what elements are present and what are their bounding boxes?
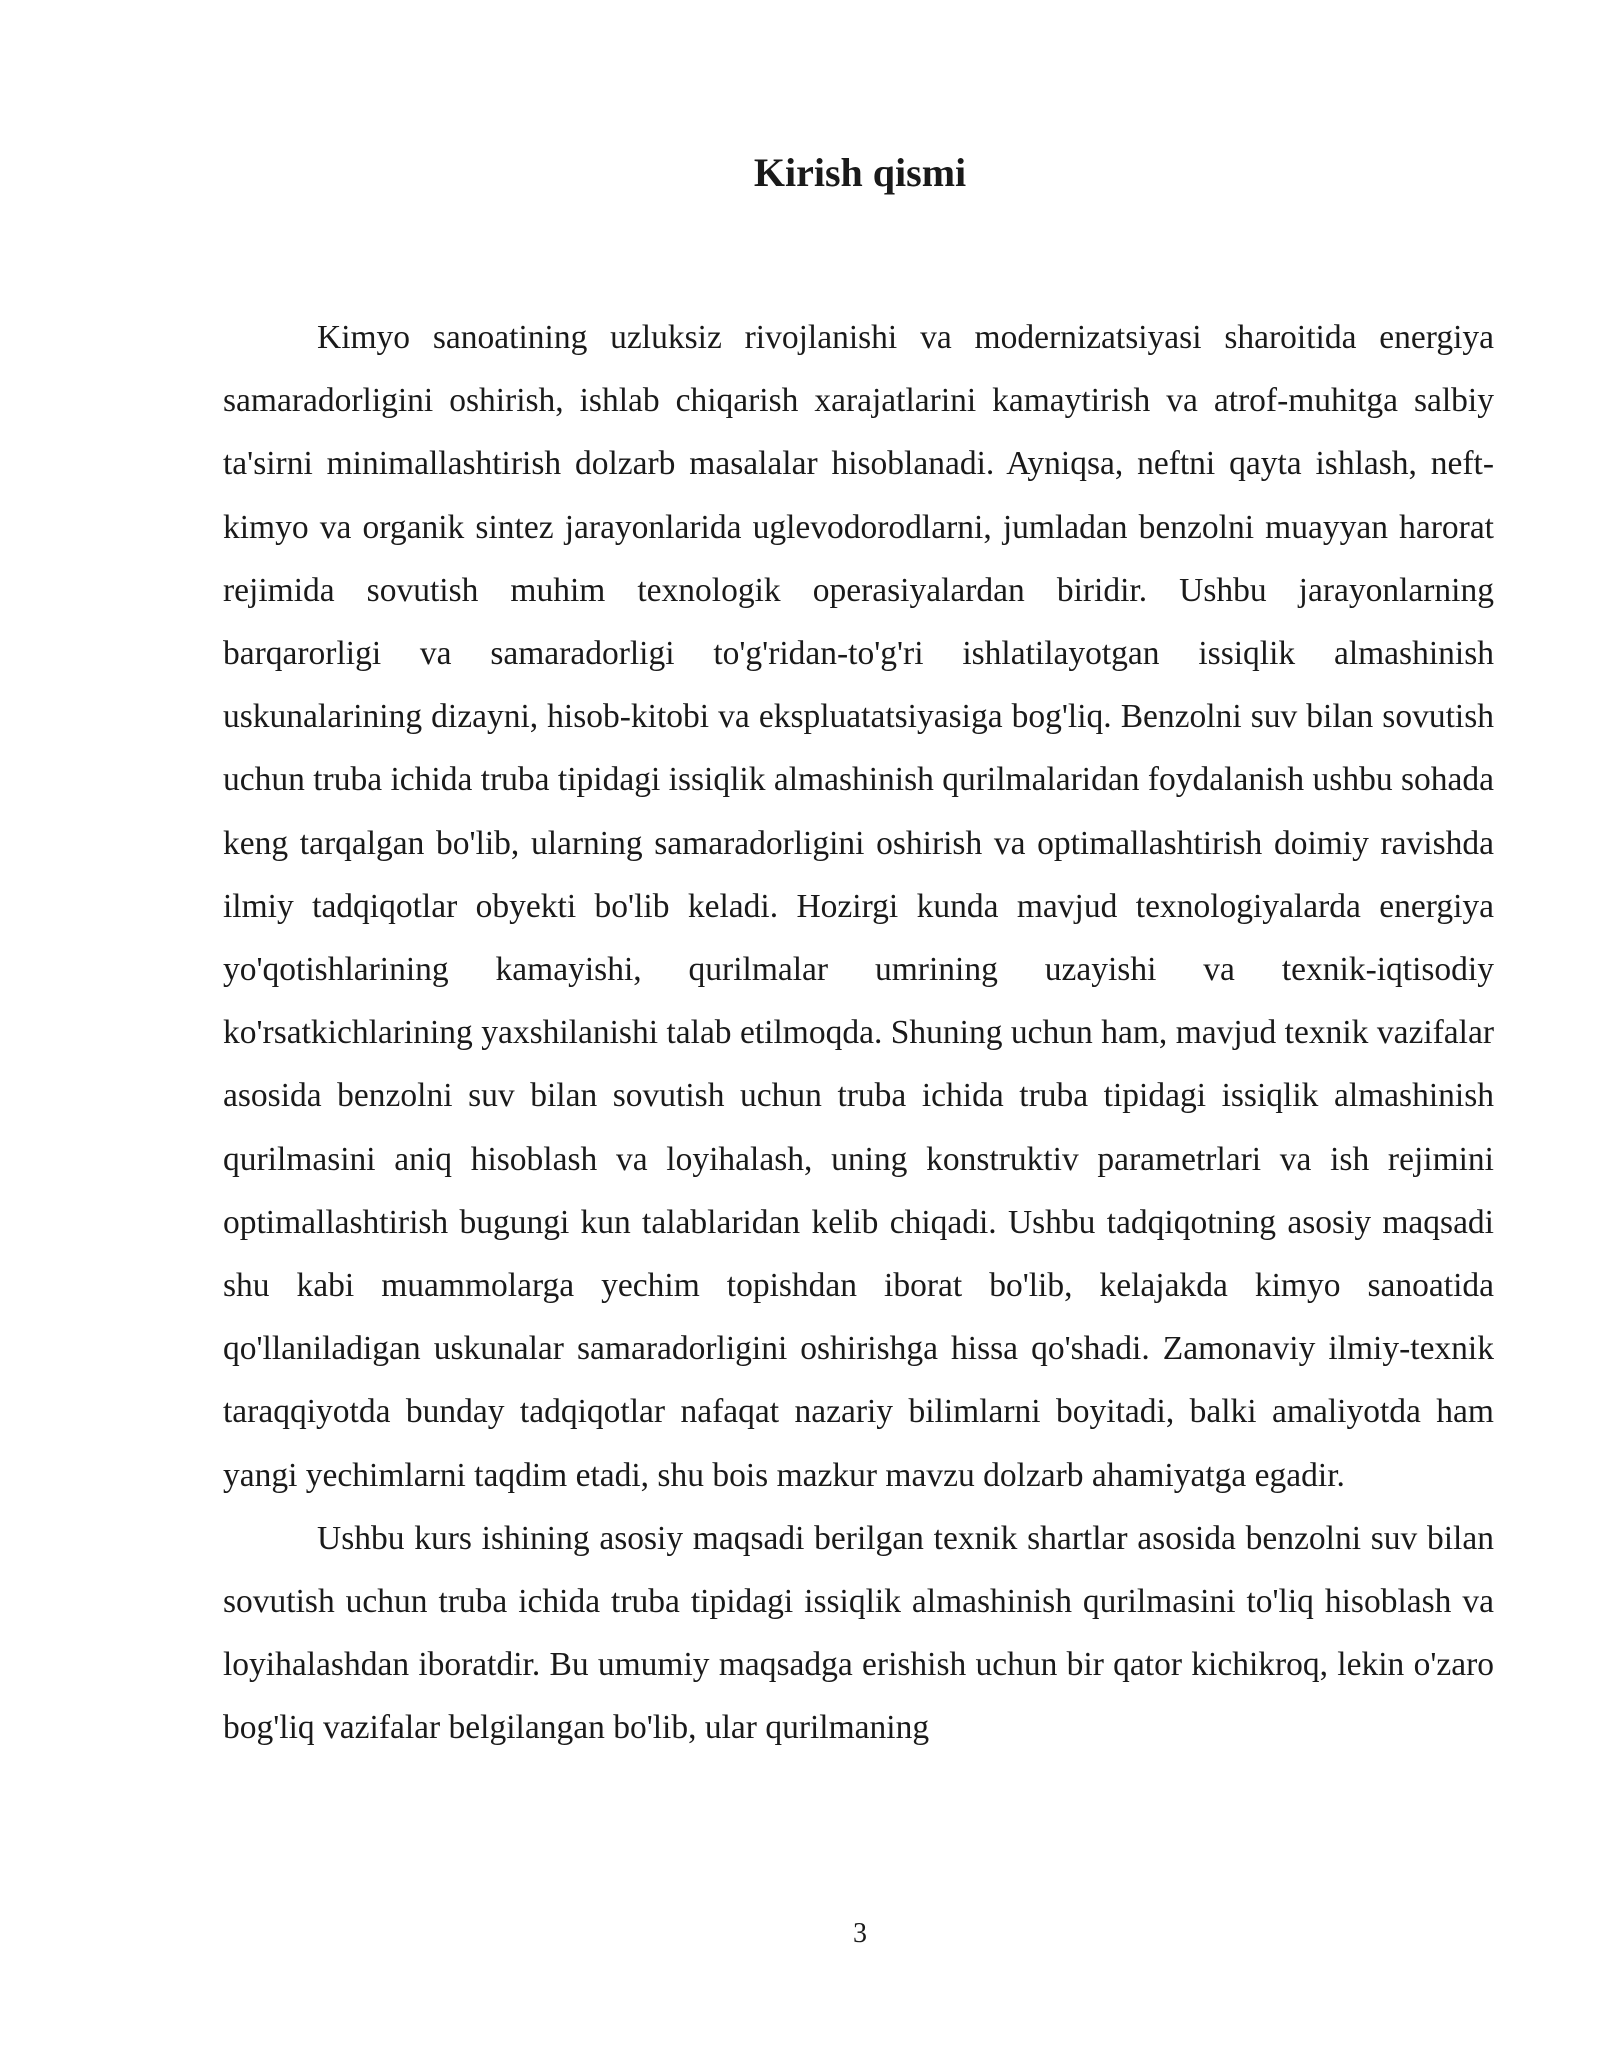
page-title: Kirish qismi (753, 150, 967, 195)
paragraph-1: Kimyo sanoatining uzluksiz rivojlanishi va modernizatsiyasi sharoitida energiya samaradorligini oshirish, ishlab chiqarish xarajatlarini kamaytirish va atrof-muhitga salbiy ta'sirni minimallashtirish dolzarb masalalar hisoblanadi. Ayniqsa, neftni qayta ishlash, neft-kimyo va organik sintez jarayonlarida uglevodorodlarni, jumladan benzolni muayyan harorat rejimida sovutish muhim texnologik operasiyalardan biridir. Ushbu jarayonlarning barqarorligi va samaradorligi to'g'ridan-to'g'ri ishlatilayotgan issiqlik almashinish uskunalarining dizayni, hisob-kitobi va ekspluatatsiyasiga bog'liq. Benzolni suv bilan sovutish uchun truba ichida truba tipidagi issiqlik almashinish qurilmalaridan foydalanish ushbu sohada keng tarqalgan bo'lib, ularning samaradorligini oshirish va optimallashtirish doimiy ravishda ilmiy tadqiqotlar obyekti bo'lib keladi. Hozirgi kunda mavjud texnologiyalarda energiya yo'qotishlarining kamayishi, qurilmalar umrining uzayishi va texnik-iqtisodiy ko'rsatkichlarining yaxshilanishi talab etilmoqda. Shuning uchun ham, mavjud texnik vazifalar asosida benzolni suv bilan sovutish uchun truba ichida truba tipidagi issiqlik almashinish qurilmasini aniq hisoblash va loyihalash, uning konstruktiv parametrlari va ish rejimini optimallashtirish bugungi kun talablaridan kelib chiqadi. Ushbu tadqiqotning asosiy maqsadi shu kabi muammolarga yechim topishdan iborat bo'lib, kelajakda kimyo sanoatida qo'llaniladigan uskunalar samaradorligini oshirishga hissa qo'shadi. Zamonaviy ilmiy-texnik taraqqiyotda bunday tadqiqotlar nafaqat nazariy bilimlarni boyitadi, balki amaliyotda ham yangi yechimlarni taqdim etadi, shu bois mazkur mavzu dolzarb ahamiyatga egadir. (223, 319, 1494, 1494)
page-number: 3 (853, 1918, 867, 1949)
paragraph-2: Ushbu kurs ishining asosiy maqsadi berilgan texnik shartlar asosida benzolni suv bilan sovutish uchun truba ichida truba tipidagi issiqlik almashinish qurilmasini to'liq hisoblash va loyihalashdan iboratdir. Bu umumiy maqsadga erishish uchun bir qator kichikroq, lekin o'zaro bog'liq vazifalar belgilangan bo'lib, ular qurilmaning (223, 1519, 1494, 1747)
body-text (223, 306, 1494, 1760)
